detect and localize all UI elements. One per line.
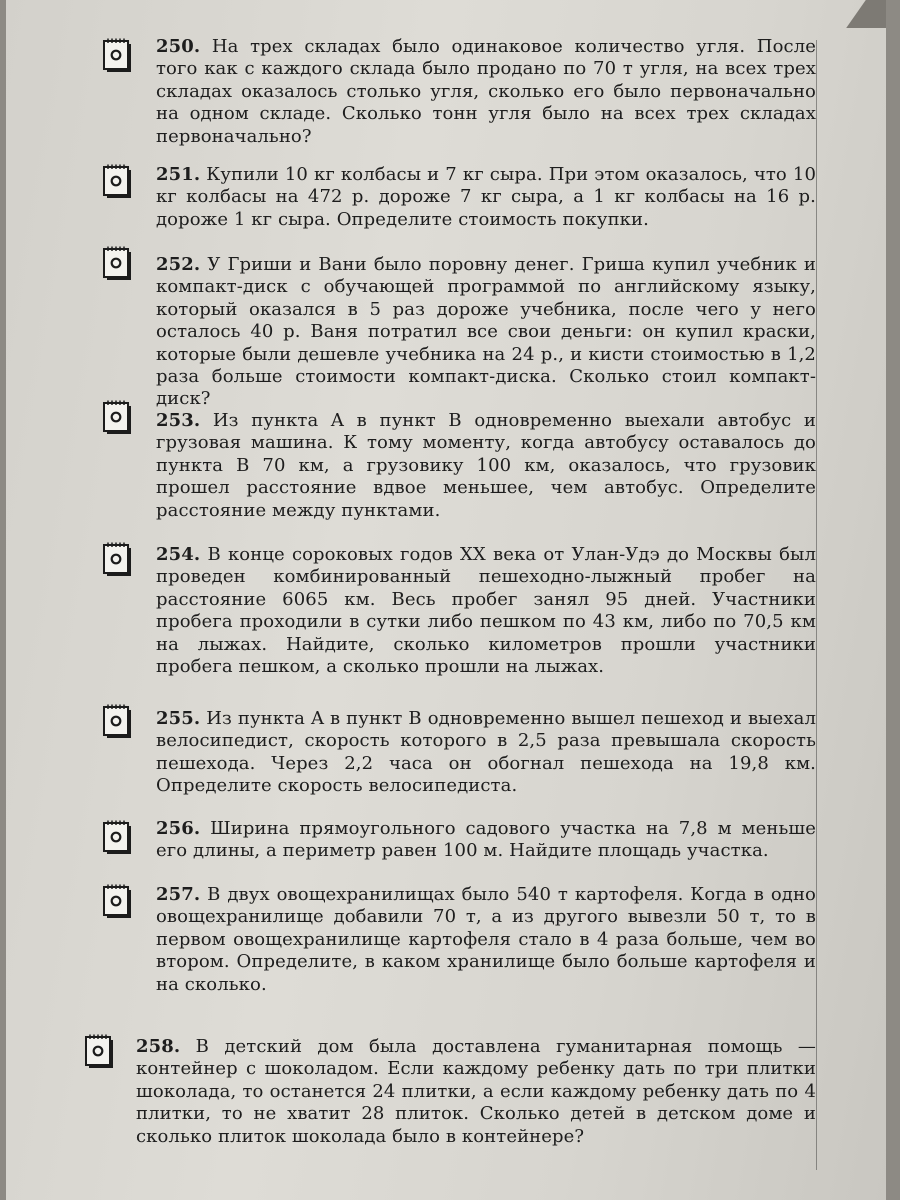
problem-number: 252. [156,254,201,275]
notebook-icon [102,884,134,920]
notebook-icon [84,1034,116,1070]
problem-body: В детский дом была доставлена гуманитарная помощь — контейнер с шоколадом. Если каждому ребенку дать по три плитки шоколада, то останется 24 плитки, а если каждому ребенку дать по 4 плитки, то не хватит 28 плиток. Сколько детей в детском доме и сколько плиток шоколада было в контейнере? [136,1036,816,1147]
problem-number: 253. [156,410,201,431]
notebook-icon [102,704,134,740]
problem-number: 251. [156,164,201,185]
notebook-icon [102,164,134,200]
problem-number: 258. [136,1036,181,1057]
problem-number: 257. [156,884,201,905]
problem-body: У Гриши и Вани было поровну денег. Гриша купил учебник и компакт-диск с обучающей программой по английскому языку, который оказался в 5 раз дороже учебника, после чего у него осталось 40 р. Ваня потратил все свои деньги: он купил краски, которые были дешевле учебника на 24 р., и кисти стоимостью в 1,2 раза больше стоимости компакт-диска. Сколько стоил компакт-диск? [156,254,816,410]
problem-body: На трех складах было одинаковое количество угля. После того как с каждого склада было продано по 70 т угля, на всех трех складах оказалось столько угля, сколько его было первоначально на одном складе. Сколько тонн угля было на всех трех складах первоначально? [156,36,817,147]
notebook-icon [102,542,134,578]
problem-number: 250. [156,36,201,57]
problem-text [156,544,816,678]
problem-text [156,254,816,411]
textbook-page [6,0,886,1200]
problem-number: 256. [156,818,201,839]
notebook-icon [102,400,134,436]
problem-body: Купили 10 кг колбасы и 7 кг сыра. При этом оказалось, что 10 кг колбасы на 472 р. дороже 7 кг сыра, а 1 кг колбасы на 16 р. дороже 1 кг сыра. Определите стоимость покупки. [156,164,817,230]
problem-body: В конце сороковых годов XX века от Улан-Удэ до Москвы был проведен комбинированный пешеходно-лыжный пробег на расстояние 6065 км. Весь пробег занял 95 дней. Участники пробега проходили в сутки либо пешком по 43 км, либо по 70,5 км на лыжах. Найдите, сколько километров прошли участники пробега пешком, а сколько прошли на лыжах. [156,544,816,678]
problem-text [156,818,816,863]
problem-body: В двух овощехранилищах было 540 т картофеля. Когда в одно овощехранилище добавили 70 т, а из другого вывезли 50 т, то в первом овощехранилище картофеля стало в 4 раза больше, чем во втором. Определите, в каком хранилище было больше картофеля и на сколько. [156,884,816,995]
notebook-icon [102,38,134,74]
notebook-icon [102,246,134,282]
page-corner-background [846,0,886,28]
problem-text [156,410,816,522]
problem-text [156,884,816,996]
problem-body: Ширина прямоугольного садового участка на 7,8 м меньше его длины, а периметр равен 100 м. Найдите площадь участка. [156,818,816,862]
problem-text [136,1036,816,1148]
problem-number: 254. [156,544,201,565]
problem-body: Из пункта A в пункт B одновременно вышел пешеход и выехал велосипедист, скорость которого в 2,5 раза превышала скорость пешехода. Через 2,2 часа он обогнал пешехода на 19,8 км. Определите скорость велосипедиста. [156,708,816,797]
problem-body: Из пункта A в пункт B одновременно выехали автобус и грузовая машина. К тому моменту, когда автобусу оставалось до пункта B 70 км, а грузовику 100 км, оказалось, что грузовик прошел расстояние вдвое меньшее, чем автобус. Определите расстояние между пунктами. [156,410,817,521]
margin-rule [816,40,817,1170]
problem-number: 255. [156,708,201,729]
problem-text [156,36,816,148]
notebook-icon [102,820,134,856]
problem-text [156,164,816,231]
problem-text [156,708,816,798]
